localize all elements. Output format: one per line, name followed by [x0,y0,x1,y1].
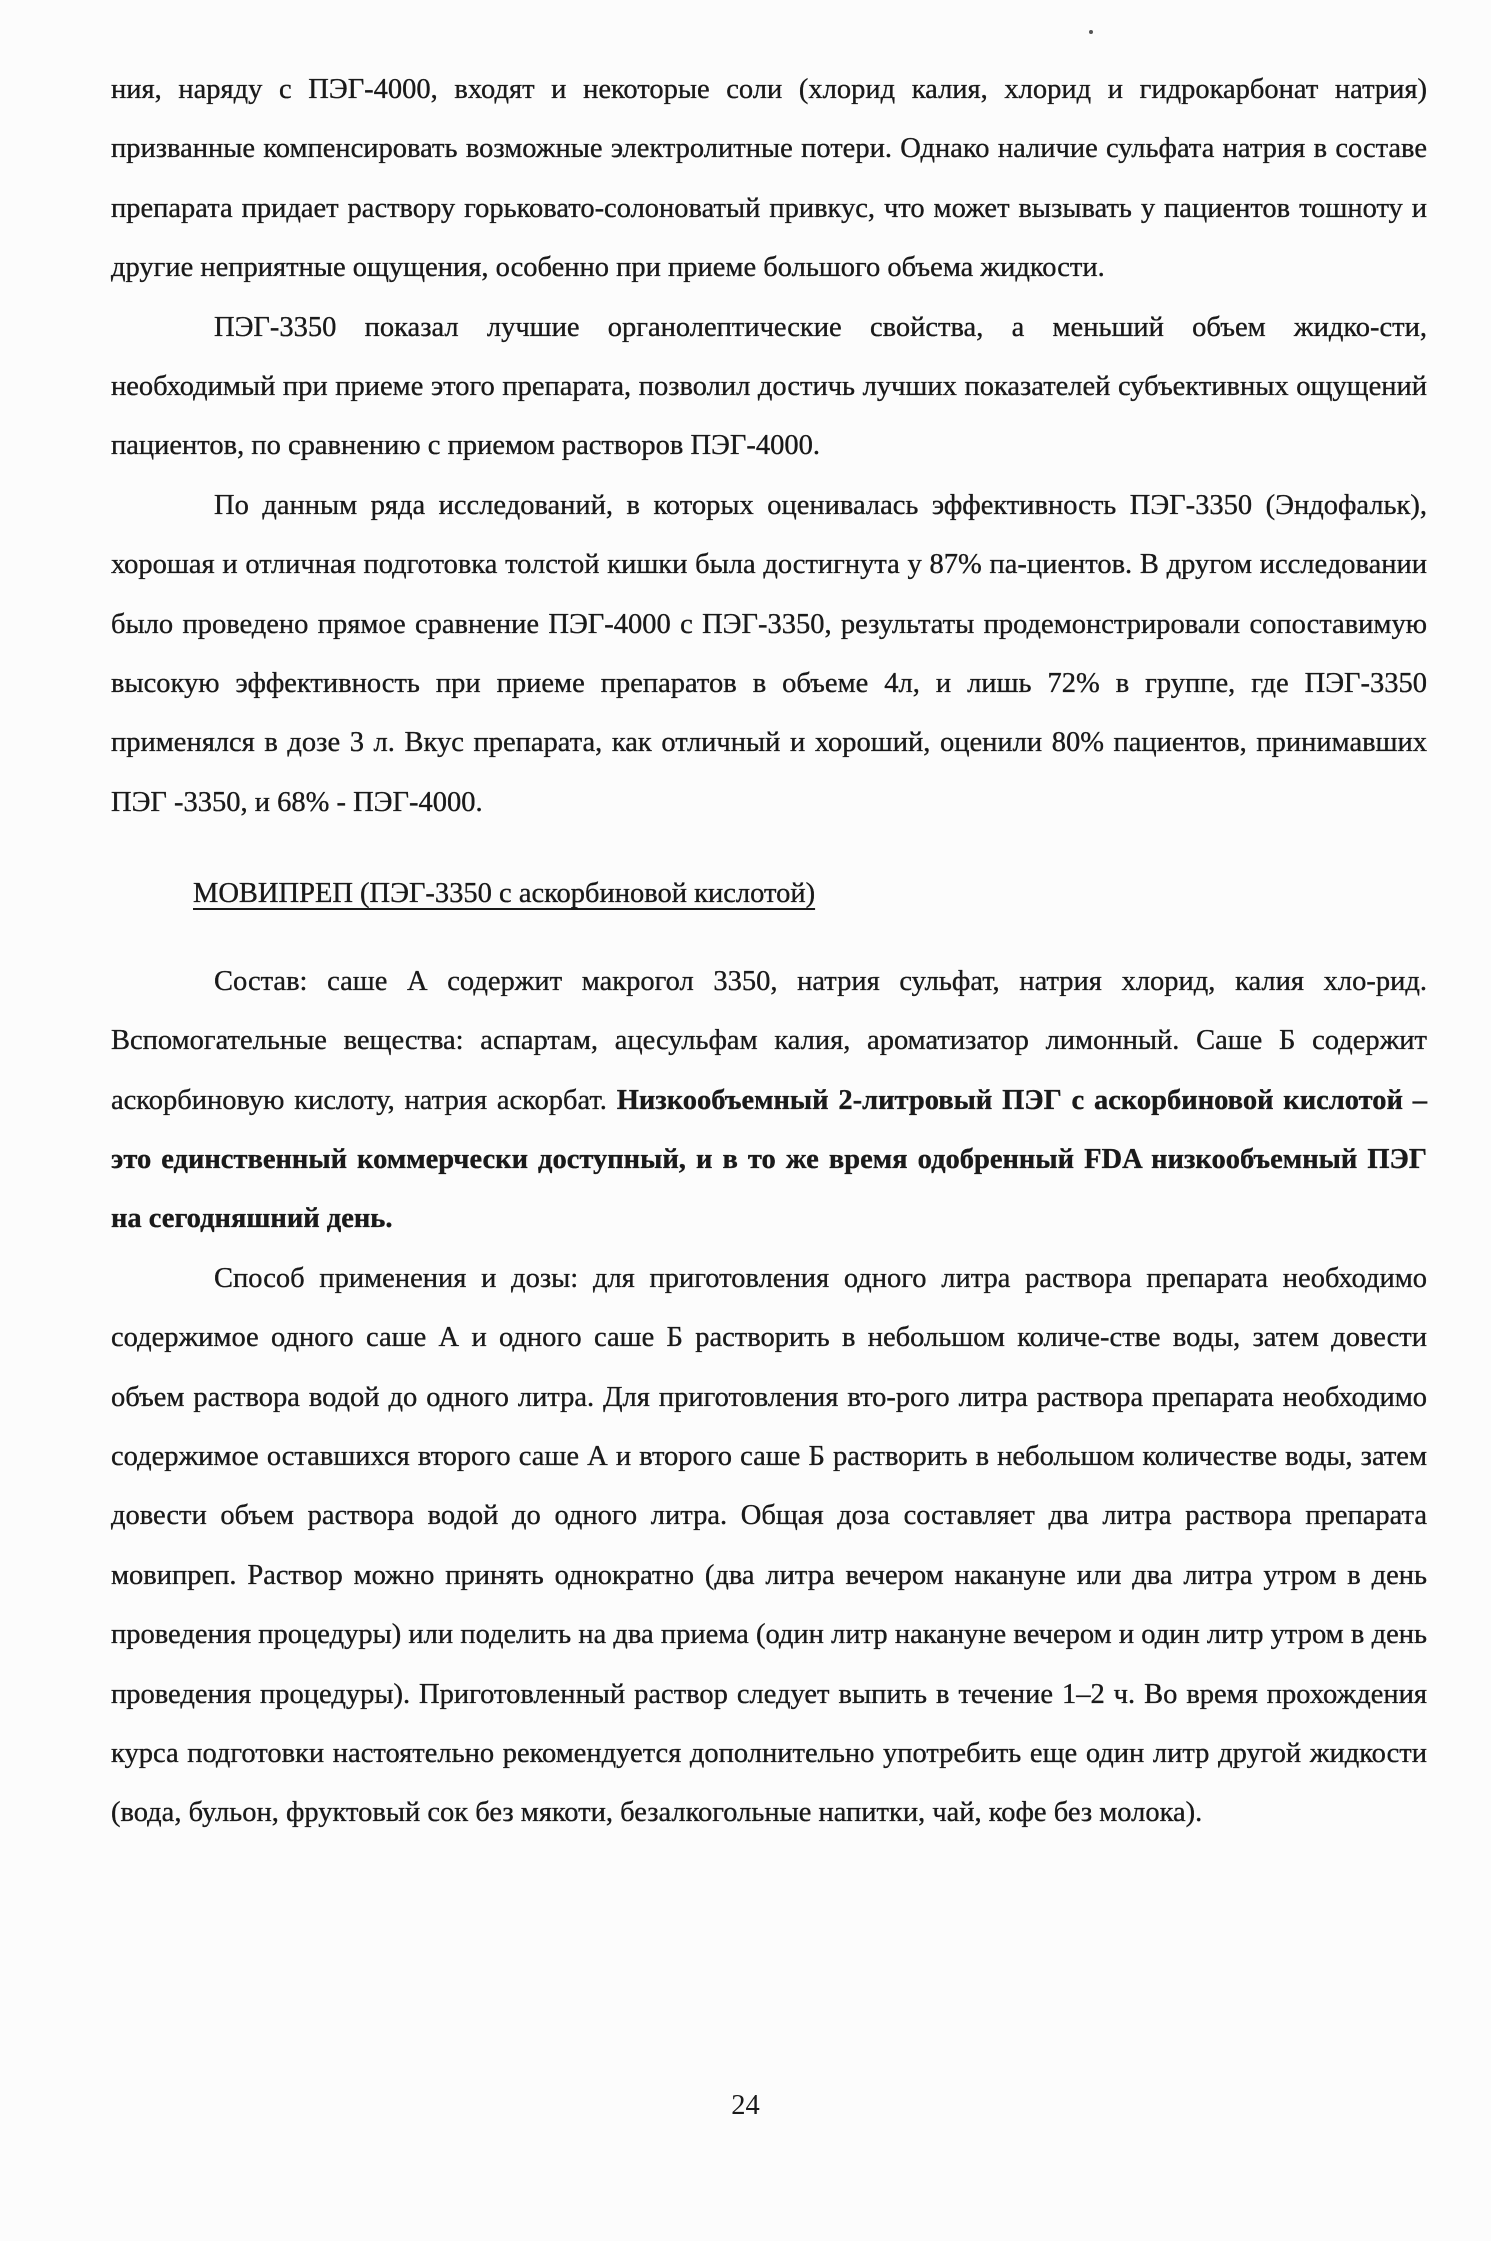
section-heading: МОВИПРЕП (ПЭГ-3350 с аскорбиновой кислотой) [193,878,816,910]
paragraph-composition [111,952,1427,1249]
page-body [111,60,1427,1843]
composition-bold-statement: Низкообъемный 2-литровый ПЭГ с аскорбиновой кислотой – это единственный коммерчески доступный, и в то же время одобренный FDA низкообъемный ПЭГ на сегодняшний день. [111,1084,1427,1235]
paragraph-dosage: Способ применения и дозы: для приготовления одного литра раствора препарата необходимо содержимое одного саше А и одного саше Б растворить в небольшом количе-стве воды, затем довести объем раствора водой до одного литра. Для приготовления вто-рого литра раствора препарата необходимо содержимое оставшихся второго саше А и второго саше Б растворить в небольшом количестве воды, затем довести объем раствора водой до одного литра. Общая доза составляет два литра раствора препарата мовипреп. Раствор можно принять однократно (два литра вечером накануне или два литра утром в день проведения процедуры) или поделить на два приема (один литр накануне вечером и один литр утром в день проведения процедуры). Приготовленный раствор следует выпить в течение 1–2 ч. Во время прохождения курса подготовки настоятельно рекомендуется дополнительно употребить еще один литр другой жидкости (вода, бульон, фруктовый сок без мякоти, безалкогольные напитки, чай, кофе без молока). [111,1262,1427,1829]
paragraph-continuation: ния, наряду с ПЭГ-4000, входят и некоторые соли (хлорид калия, хлорид и гидрокарбонат натрия) призванные компенсировать возможные электролитные потери. Однако наличие сульфата натрия в составе препарата придает раствору горьковато-солоноватый привкус, что может вызывать у пациентов тошноту и другие неприятные ощущения, особенно при приеме большого объема жидкости. [111,74,1427,284]
scan-speck [1089,30,1093,34]
page-number: 24 [731,2090,760,2121]
paragraph-peg3350-properties: ПЭГ-3350 показал лучшие органолептические свойства, а меньший объем жидко-сти, необходимый при приеме этого препарата, позволил достичь лучших показателей субъективных ощущений пациентов, по сравнению с приемом растворов ПЭГ-4000. [111,311,1427,462]
composition-text: Состав: саше А содержит макрогол 3350, натрия сульфат, натрия хлорид, калия хло-рид. Вспомогательные вещества: аспартам, ацесульфам калия, ароматизатор лимонный. Саше Б содержит аскорбиновую кислоту, натрия аскорбат. [111,965,1427,1116]
paragraph-studies: По данным ряда исследований, в которых оценивалась эффективность ПЭГ-3350 (Эндофальк), хорошая и отличная подготовка толстой кишки была достигнута у 87% па-циентов. В другом исследовании было проведено прямое сравнение ПЭГ-4000 с ПЭГ-3350, результаты продемонстрировали сопоставимую высокую эффективность при приеме препаратов в объеме 4л, и лишь 72% в группе, где ПЭГ-3350 применялся в дозе 3 л. Вкус препарата, как отличный и хороший, оценили 80% пациентов, принимавших ПЭГ -3350, и 68% - ПЭГ-4000. [111,489,1427,818]
